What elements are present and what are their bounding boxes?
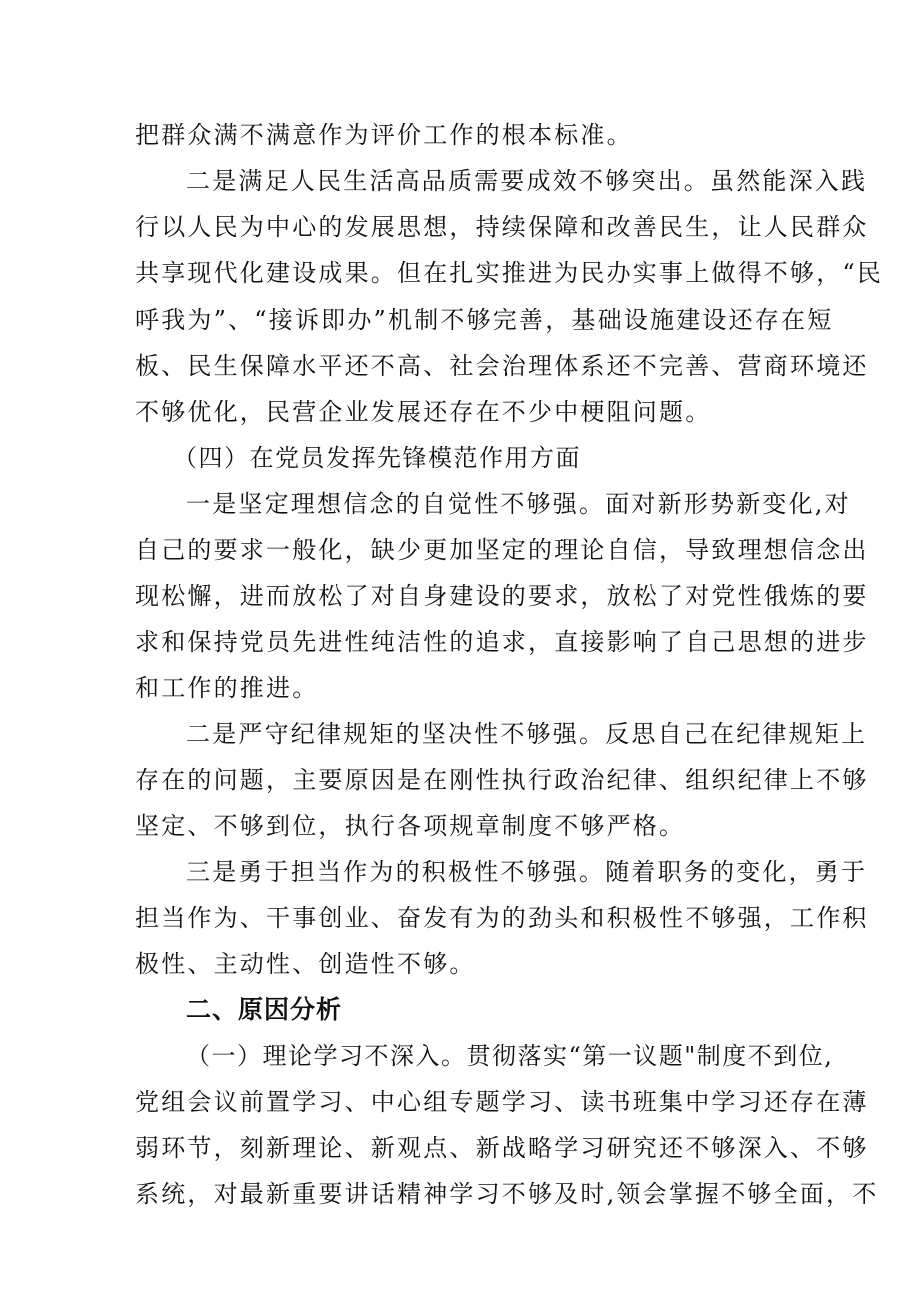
text-line: 坚定、不够到位，执行各项规章制度不够严格。: [135, 812, 686, 840]
paragraph-start: 三是勇于担当作为的积极性不够强。随着职务的变化，勇于: [186, 858, 868, 886]
text-line: 现松懈，进而放松了对自身建设的要求，放松了对党性俄炼的要: [135, 582, 869, 610]
paragraph-start: 一是坚定理想信念的自觉性不够强。面对新形势新变化,对: [186, 490, 851, 518]
text-line: 弱环节，刻新理论、新观点、新战略学习研究还不够深入、不够: [135, 1134, 869, 1162]
text-line: 担当作为、干事创业、奋发有为的劲头和积极性不够强，工作积: [135, 904, 869, 932]
text-line: 自己的要求一般化，缺少更加坚定的理论自信，导致理想信念出: [135, 536, 869, 564]
text-line: 和工作的推进。: [135, 674, 319, 702]
text-line: 不够优化，民营企业发展还存在不少中梗阻问题。: [135, 398, 712, 426]
text-line: 极性、主动性、创造性不够。: [135, 950, 476, 978]
section-heading-4: （四）在党员发挥先锋模范作用方面: [173, 444, 581, 472]
text-line: 呼我为”、“接诉即办”机制不够完善，基础设施建设还存在短: [135, 306, 834, 334]
text-line: 把群众满不满意作为评价工作的根本标准。: [135, 121, 633, 149]
text-line: 板、民生保障水平还不高、社会治理体系还不完善、营商环境还: [135, 352, 869, 380]
text-line: 行以人民为中心的发展思想，持续保障和改善民生，让人民群众: [135, 213, 869, 241]
text-line: 系统，对最新重要讲话精神学习不够及时,领会掌握不够全面，不: [135, 1180, 879, 1208]
paragraph-start: 二是严守纪律规矩的坚决性不够强。反思自己在纪律规矩上: [186, 720, 868, 748]
chapter-heading: 二、原因分析: [186, 995, 343, 1024]
text-line: 求和保持党员先进性纯洁性的追求，直接影响了自己思想的进步: [135, 628, 869, 656]
text-line: 存在的问题，主要原因是在刚性执行政治纪律、组织纪律上不够: [135, 766, 869, 794]
paragraph-start: （一）理论学习不深入。贯彻落实“第一议题"制度不到位,: [186, 1042, 834, 1070]
paragraph-start: 二是满足人民生活高品质需要成效不够突出。虽然能深入践: [186, 167, 868, 195]
text-line: 共享现代化建设成果。但在扎实推进为民办实事上做得不够，“民: [135, 259, 884, 287]
text-line: 党组会议前置学习、中心组专题学习、读书班集中学习还存在薄: [135, 1088, 869, 1116]
